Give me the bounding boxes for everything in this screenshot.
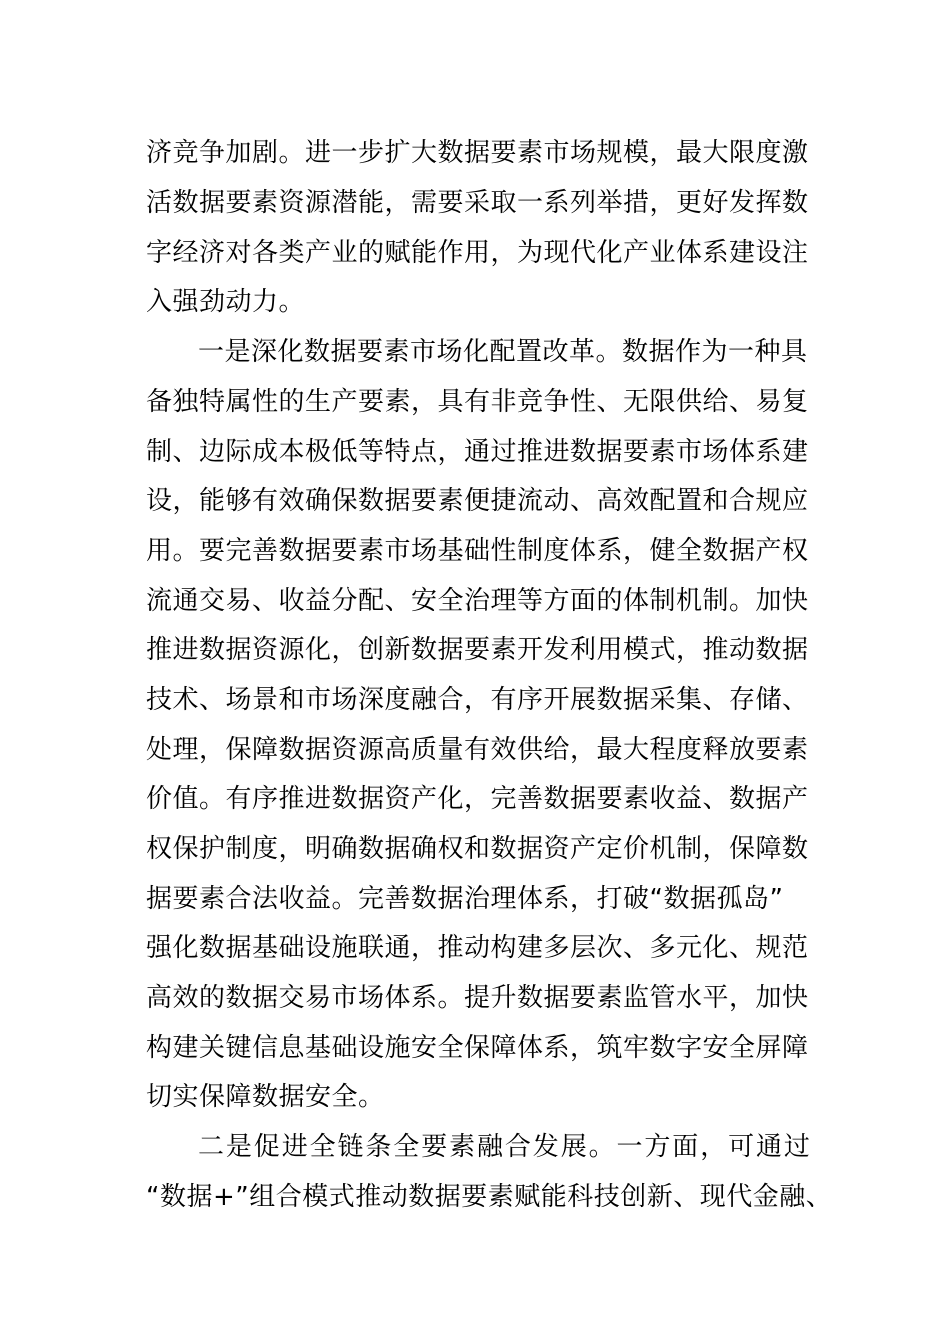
text-line-4: 入强劲动力。 xyxy=(146,287,306,317)
text-line-18: 高效的数据交易市场体系。提升数据要素监管水平，加快 xyxy=(146,983,809,1013)
text-line-20: 切实保障数据安全。 xyxy=(146,1082,385,1112)
text-line-16: 据要素合法收益。完善数据治理体系，打破“数据孤岛” xyxy=(146,884,784,914)
text-line-11: 推进数据资源化，创新数据要素开发利用模式，推动数据 xyxy=(146,635,809,665)
text-line-9: 用。要完善数据要素市场基础性制度体系，健全数据产权 xyxy=(146,536,809,566)
text-line-17: 强化数据基础设施联通，推动构建多层次、多元化、规范 xyxy=(146,933,809,963)
text-line-2: 活数据要素资源潜能，需要采取一系列举措，更好发挥数 xyxy=(146,188,809,218)
text-line-14: 价值。有序推进数据资产化，完善数据要素收益、数据产 xyxy=(146,784,809,814)
text-line-15: 权保护制度，明确数据确权和数据资产定价机制，保障数 xyxy=(146,834,809,864)
text-line-13: 处理，保障数据资源高质量有效供给，最大程度释放要素 xyxy=(146,735,809,765)
text-line-3: 字经济对各类产业的赋能作用，为现代化产业体系建设注 xyxy=(146,238,809,268)
text-line-8: 设，能够有效确保数据要素便捷流动、高效配置和合规应 xyxy=(146,486,809,516)
text-line-1: 济竞争加剧。进一步扩大数据要素市场规模，最大限度激 xyxy=(146,138,809,168)
paragraph-2-start: 二是促进全链条全要素融合发展。一方面，可通过 xyxy=(198,1132,812,1162)
text-line-10: 流通交易、收益分配、安全治理等方面的体制机制。加快 xyxy=(146,586,809,616)
text-line-22: “数据+”组合模式推动数据要素赋能科技创新、现代金融、 xyxy=(146,1182,833,1212)
text-line-12: 技术、场景和市场深度融合，有序开展数据采集、存储、 xyxy=(146,685,809,715)
paragraph-1-start: 一是深化数据要素市场化配置改革。数据作为一种具 xyxy=(198,337,808,367)
text-line-7: 制、边际成本极低等特点，通过推进数据要素市场体系建 xyxy=(146,437,809,467)
text-line-19: 构建关键信息基础设施安全保障体系，筑牢数字安全屏障 xyxy=(146,1033,809,1063)
text-line-6: 备独特属性的生产要素，具有非竞争性、无限供给、易复 xyxy=(146,387,809,417)
